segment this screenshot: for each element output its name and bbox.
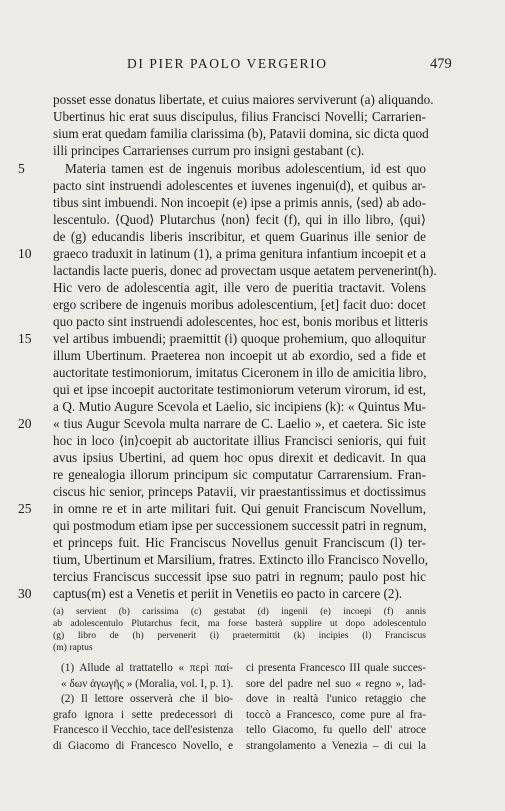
text-line: de (g) educandis liberis inscribitur, et quem Guarinus ille senior de xyxy=(53,229,426,244)
text-line: a Q. Mutio Augure Scevola et Laelio, sic incipiens (k): « Quintus Mu- xyxy=(53,399,426,414)
footnote-line: (2) Il lettore osserverà che il bio- xyxy=(61,693,233,705)
line-number: 20 xyxy=(18,416,32,431)
text-line: qui postmodum etiam ipse per successionem successit patri in regnum, xyxy=(53,518,427,533)
text-line: graeco traduxit in latinum (1), a prima genitura infantium incoepit et a xyxy=(53,246,426,261)
text-line: avus ipsius Ubertini, ad quem hoc opus direxit et dedicavit. In qua xyxy=(53,450,426,465)
footnote-line: grafo ignora i sette predecessori di xyxy=(53,708,233,721)
footnote-line: ci presenta Francesco III quale succes- xyxy=(246,662,426,674)
text-line: in omne re et in arte militari fuit. Qui genuit Franciscum Novellum, xyxy=(53,501,426,516)
apparatus-line: (g) libro de (h) pervenerit (i) praetermittit (k) incipies (l) Franciscus xyxy=(53,630,426,641)
text-line: illum Ubertinum. Praeterea non incoepit ut ab exordio, sed a fide et xyxy=(53,348,426,363)
footnotes-right-column xyxy=(246,661,426,754)
footnote-line: dove in realtà l'unico retaggio che xyxy=(246,693,426,705)
text-line: illi principes Carrarienses currum pro insigni gestabant (c). xyxy=(53,143,365,158)
text-line: sium erat quedam familia clarissima (b), Patavii domina, sic dicta quod xyxy=(53,126,429,141)
footnote-line: toccò a Francesco, come pure al fra- xyxy=(246,708,426,721)
text-line: pacto sint instruendi adolescentes et iuvenes ingenui(d), et quibus ar- xyxy=(53,178,426,193)
line-number: 5 xyxy=(18,161,25,176)
footnote-line: (1) Allude al trattatello « περὶ παί- xyxy=(61,662,233,674)
text-line: ciscus hic senior, princeps Patavii, vir praestantissimus et doctissimus xyxy=(53,484,426,499)
line-number: 25 xyxy=(18,501,32,516)
text-line: re genealogia illorum principum sic computatur Carrarensium. Fran- xyxy=(53,467,426,482)
footnote-line: sore del padre nel suo « regno », lad- xyxy=(246,677,426,690)
apparatus-line: (m) raptus xyxy=(53,642,93,653)
text-line: hoc in loco ⟨in⟩coepit ab auctoritate illius Francisci senioris, qui fuit xyxy=(53,433,426,448)
text-line: Ubertinus hic erat suus discipulus, filius Francisci Novelli; Carrarien- xyxy=(53,109,426,124)
line-number: 15 xyxy=(18,331,32,346)
text-line: posset esse donatus libertate, et cuius maiores serviverunt (a) aliquando. xyxy=(53,92,434,107)
footnote-line: di Giacomo di Francesco Novello, e xyxy=(53,739,233,752)
running-head: DI PIER PAOLO VERGERIO xyxy=(127,56,328,71)
text-line: ergo scribere de ingenuis moribus adolescentium, [et] facit duo: docet xyxy=(53,297,426,312)
apparatus-line: ab adolescentulo Plutarchus fecit, ma forse basterà supplire ut dopo adolescentulo xyxy=(53,618,426,629)
text-line: tercius Franciscus successit ipse suo patri in regnum; paulo post hic xyxy=(53,569,426,584)
line-number: 10 xyxy=(18,246,32,261)
page-header xyxy=(0,56,505,76)
apparatus-line: (a) servient (b) carissima (c) gestabat (d) ingenii (e) incoepi (f) annis xyxy=(53,606,426,617)
line-number: 30 xyxy=(18,586,32,601)
text-line: auctoritate testimoniorum, imitatus Ciceronem in illo de amicitia libro, xyxy=(53,365,427,380)
page-number: 479 xyxy=(430,56,452,72)
text-line: « tius Augur Scevola multa narrare de C. Laelio », et caetera. Sic iste xyxy=(53,416,426,431)
footnotes-left-column xyxy=(53,661,233,754)
footnote-line: Francesco il Vecchio, tace dell'esistenza xyxy=(53,724,234,736)
text-line: et princeps fuit. Hic Franciscus Novellus genuit Franciscum (l) ter- xyxy=(53,535,426,550)
footnote-line: strangolamento a Venezia – di cui la xyxy=(246,739,426,752)
text-line: lescentulo. ⟨Quod⟩ Plutarchus ⟨non⟩ fecit (f), qui in illo libro, ⟨qui⟩ xyxy=(53,212,426,227)
text-line: vel artibus imbuendi; praemittit (i) quoque prohemium, quo alloquitur xyxy=(53,331,426,346)
footnote-line: tello Giacomo, fu quello dell' atroce xyxy=(246,724,426,736)
text-line: lactandis lacte pueris, donec ad provectam usque aetatem pervenerint(h). xyxy=(53,263,437,278)
critical-apparatus xyxy=(53,606,426,654)
text-line: Hic vero de adolescentia agit, ille vero de pueritia tractavit. Volens xyxy=(53,280,426,295)
text-line: tium, Ubertinum et Marsilium, fratres. Extincto illo Francisco Novello, xyxy=(53,552,429,567)
footnotes xyxy=(53,661,426,811)
text-line: qui et ipse incoepit auctoritate testimoniorum veterum virorum, id est, xyxy=(53,382,426,397)
text-line: captus(m) est a Venetis et periit in Venetiis eo pacto in carcere (2). xyxy=(53,586,403,601)
text-line: quo pacto sint instruendi adolescentes, hoc est, bonis moribus et litteris xyxy=(53,314,429,329)
footnote-line: « δων ἀγωγῆς » (Moralia, vol. I, p. 1). xyxy=(61,677,234,690)
text-line: tibus sint imbuendi. Non incoepit (e) ipse a primis annis, ⟨sed⟩ ab ado- xyxy=(53,195,426,210)
text-line: Materia tamen est de ingenuis moribus adolescentium, id est quo xyxy=(65,161,426,176)
